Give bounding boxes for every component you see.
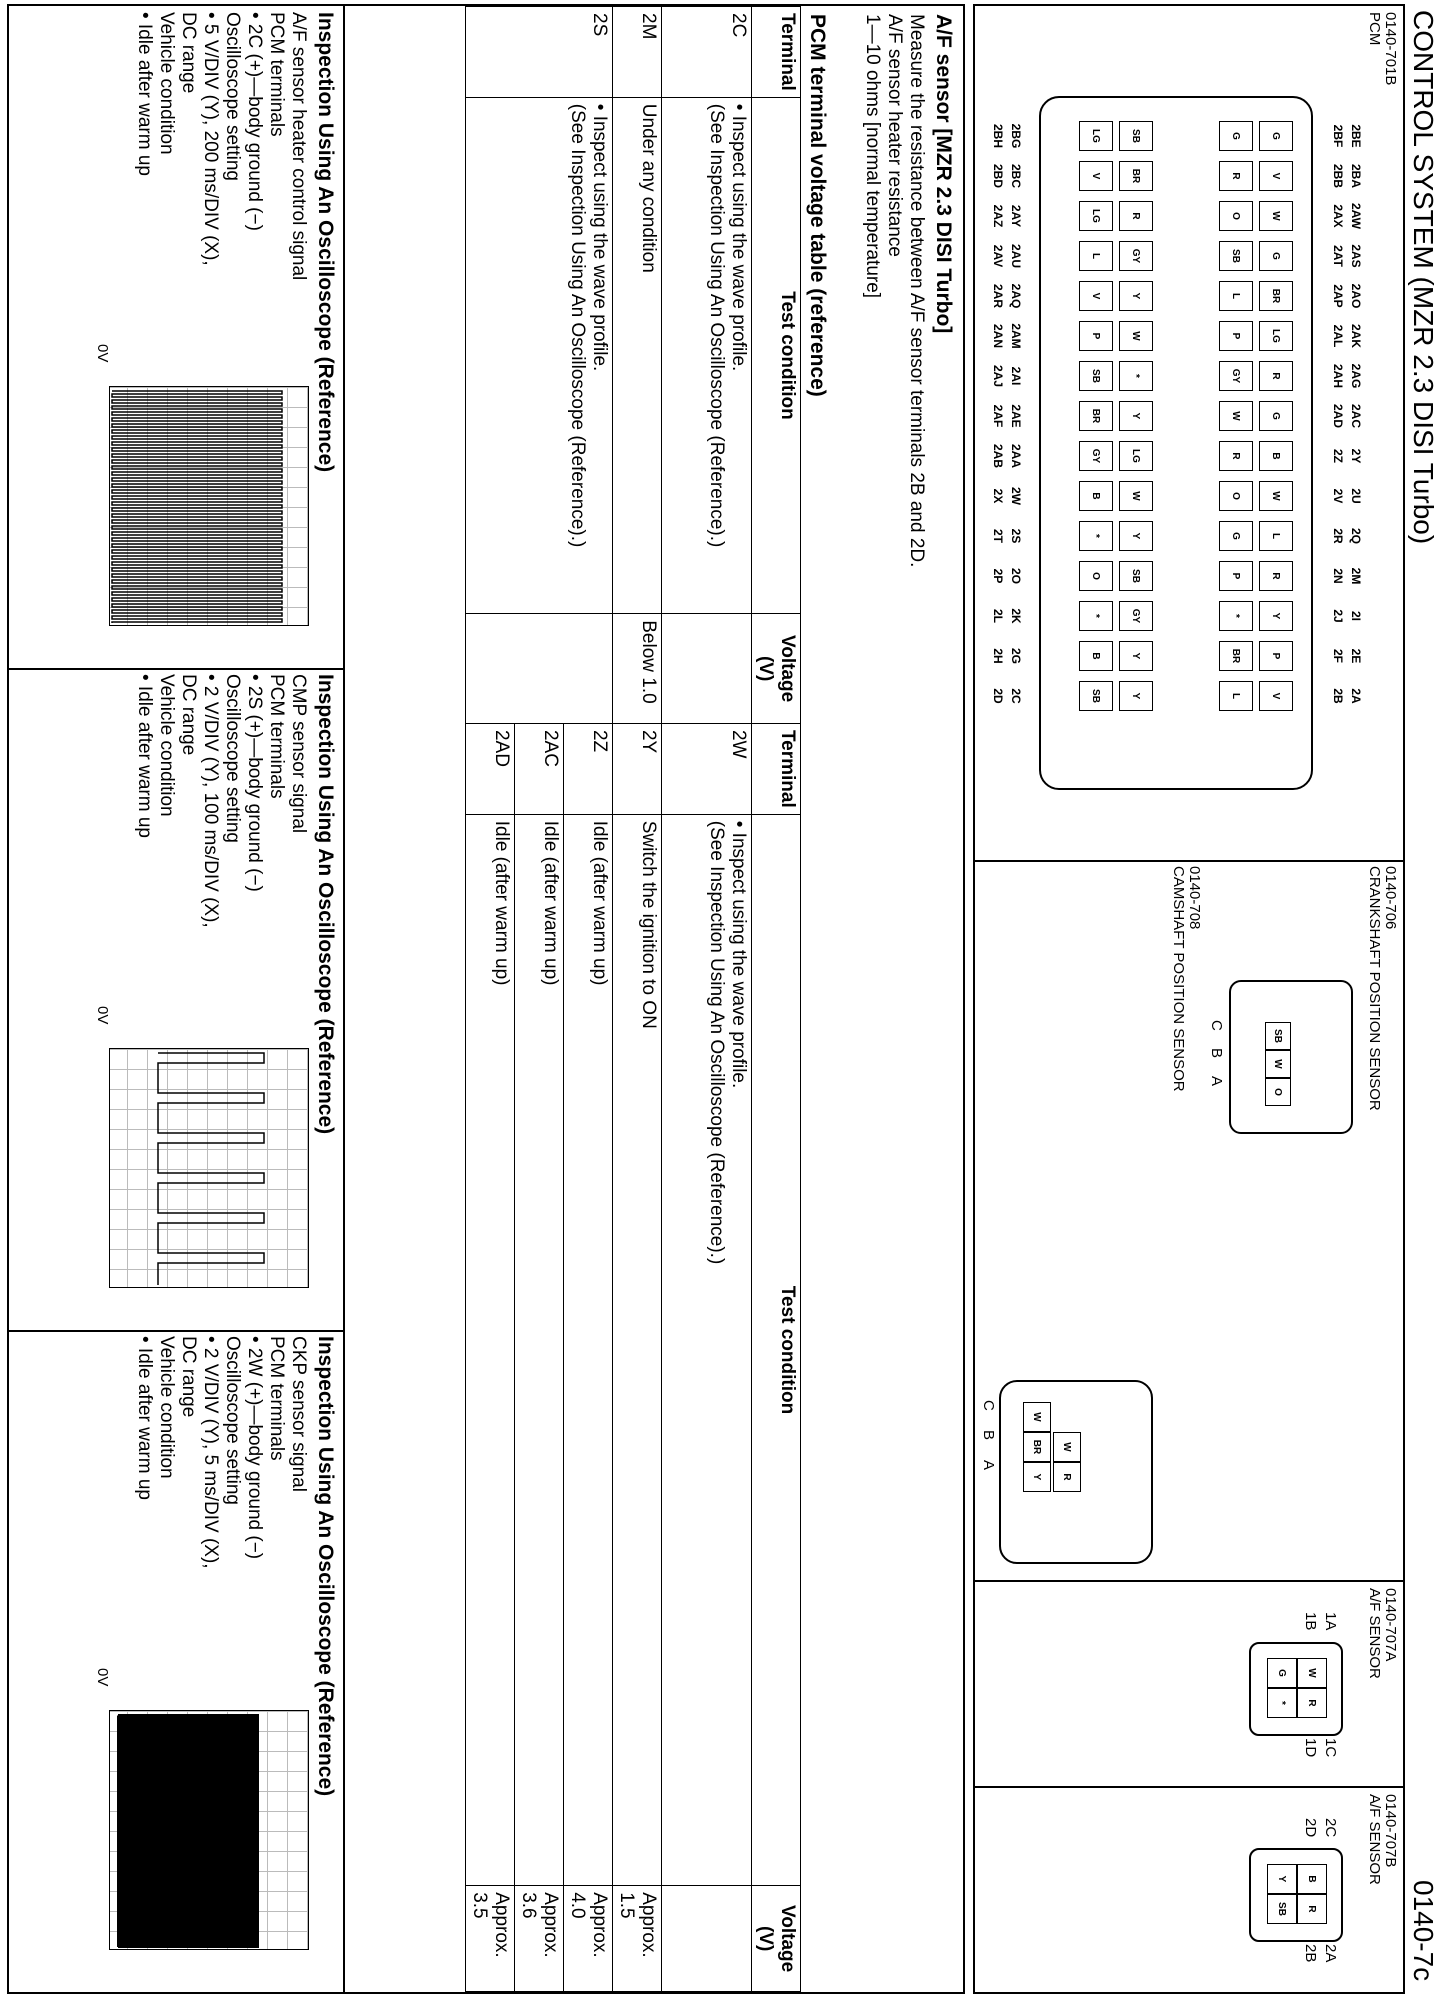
scope-line: DC range (178, 674, 199, 756)
pcm-wire-color: R (1259, 361, 1293, 391)
pcm-pin-label: 2M (1349, 567, 1363, 585)
scope-line: PCM terminals (266, 674, 287, 799)
page-title: CONTROL SYSTEM (MZR 2.3 DISI Turbo) (1408, 10, 1439, 545)
ckp-pin-c: C (1208, 1020, 1225, 1031)
cond-line: • Inspect using the wave profile. (728, 103, 749, 372)
pcm-wire-color: BR (1119, 161, 1153, 191)
pcm-pin-label: 2Q (1349, 527, 1363, 544)
cell-terminal: 2AC (515, 723, 564, 814)
pcm-pin-label: 2O (1009, 567, 1023, 584)
pcm-wire-color: W (1259, 481, 1293, 511)
pcm-wire-color: V (1259, 161, 1293, 191)
waveform-trace (112, 391, 282, 623)
pcm-wire-color: BR (1219, 641, 1253, 671)
pcm-pin-label: 2AY (1009, 204, 1023, 228)
scope-line: CKP sensor signal (288, 1336, 309, 1492)
pcm-pin-label: 2L (991, 608, 1005, 623)
pcm-wire-color: R (1119, 201, 1153, 231)
scope-zero-label: 0V (94, 1006, 111, 1025)
pcm-pin-label: 2N (1331, 568, 1345, 584)
pcm-wire-color: V (1079, 281, 1113, 311)
af-b-wire: Y (1267, 1864, 1297, 1894)
ckp-wire: O (1265, 1078, 1291, 1106)
scope-zero-label: 0V (94, 344, 111, 363)
ckp-pin-a: A (1208, 1076, 1225, 1087)
pcm-wire-color: G (1219, 121, 1253, 151)
af-b-pin: 2B (1302, 1944, 1319, 1963)
pcm-wire-color: O (1219, 481, 1253, 511)
cell-terminal: 2S (466, 7, 613, 98)
cell-terminal: 2AD (466, 723, 515, 814)
pcm-wire-color: LG (1079, 121, 1113, 151)
pcm-wire-color: GY (1119, 601, 1153, 631)
pcm-wire-color: G (1219, 521, 1253, 551)
cmp-connector-icon (999, 1380, 1153, 1564)
pcm-wire-color: Y (1259, 601, 1293, 631)
cond-line: (See Inspection Using An Oscilloscope (Reference).) (567, 103, 588, 548)
pcm-pin-label: 2AQ (1009, 283, 1023, 309)
pcm-pin-label: 2F (1331, 648, 1345, 663)
th-condition: Test condition (752, 814, 801, 1885)
pcm-pin-label: 2AH (1331, 363, 1345, 388)
af-a-wire: W (1297, 1658, 1327, 1688)
af-b-wire: B (1297, 1864, 1327, 1894)
pcm-pin-label: 2BG (1009, 123, 1023, 149)
cell-terminal: 2Z (564, 723, 613, 814)
af-b-id: 0140-707B (1382, 1794, 1399, 1868)
pcm-pin-label: 2AU (1009, 243, 1023, 268)
pcm-pin-label: 2AI (1009, 366, 1023, 386)
pcm-pin-label: 2AE (1009, 404, 1023, 428)
ckp-wire: SB (1265, 1022, 1291, 1050)
scope-screen (109, 1048, 309, 1288)
pcm-wire-color: O (1079, 561, 1113, 591)
af-a-wire: G (1267, 1658, 1297, 1688)
scope-line: • Idle after warm up (134, 674, 155, 838)
pcm-wire-color: GY (1119, 241, 1153, 271)
pcm-wire-color: SB (1079, 361, 1113, 391)
pcm-pin-label: 2BE (1349, 124, 1363, 148)
pcm-wire-color: W (1119, 321, 1153, 351)
pcm-pin-label: 2AP (1331, 284, 1345, 308)
scope-line: Vehicle condition (156, 1336, 177, 1479)
th-voltage: Voltage (V) (752, 614, 801, 724)
cell-voltage: Approx. 3.6 (515, 1886, 564, 1992)
pcm-pin-label: 2C (1009, 688, 1023, 704)
waveform-trace (118, 1715, 258, 1947)
af-b-connector-icon (1249, 1848, 1343, 1942)
pcm-pin-label: 2AK (1349, 323, 1363, 348)
af-a-pin: 1D (1302, 1738, 1319, 1758)
cell-voltage: Approx. 1.5 (613, 1886, 662, 1992)
scope-line: Vehicle condition (156, 12, 177, 155)
ckp-id: 0140-706 (1382, 866, 1399, 930)
pcm-wire-color: * (1119, 361, 1153, 391)
pcm-wire-color: B (1259, 441, 1293, 471)
pcm-pin-label: 2X (991, 488, 1005, 504)
pcm-wire-color: SB (1119, 121, 1153, 151)
waveform-trace (158, 1053, 264, 1285)
cell-terminal: 2M (613, 7, 662, 98)
cmp-wire: BR (1023, 1432, 1051, 1462)
cmp-pin-c: C (980, 1400, 997, 1411)
ckp-connector-icon (1229, 980, 1353, 1134)
scope-line: • 2 V/DIV (Y), 5 ms/DIV (X), (200, 1336, 221, 1569)
cell-condition: Under any condition (613, 97, 662, 613)
scope-line: • 5 V/DIV (Y), 200 ms/DIV (X), (200, 12, 221, 266)
af-b-pin: 2C (1322, 1818, 1339, 1838)
pcm-pin-label: 2T (991, 528, 1005, 543)
pcm-pin-label: 2AW (1349, 202, 1363, 229)
cell-voltage: Approx. 3.5 (466, 1886, 515, 1992)
pcm-pin-label: 2AR (991, 283, 1005, 308)
pcm-wire-color: LG (1119, 441, 1153, 471)
pcm-wire-color: Y (1119, 281, 1153, 311)
scope-title: Inspection Using An Oscilloscope (Reference) (314, 12, 337, 473)
pcm-pin-label: 2Z (1331, 448, 1345, 463)
cond-line: (See Inspection Using An Oscilloscope (Reference).) (706, 820, 727, 1265)
pcm-wire-color: GY (1219, 361, 1253, 391)
cell-terminal: 2C (662, 7, 752, 98)
pcm-wire-color: * (1219, 601, 1253, 631)
pcm-wire-color: O (1219, 201, 1253, 231)
pcm-wire-color: W (1259, 201, 1293, 231)
pcm-pin-label: 2AB (991, 443, 1005, 468)
pcm-pin-label: 2AT (1331, 245, 1345, 267)
scope-line: • Idle after warm up (134, 12, 155, 176)
th-voltage: Voltage (V) (752, 1886, 801, 1992)
ckp-cmp-box (975, 860, 1403, 1580)
pcm-wire-color: B (1079, 641, 1113, 671)
scope-line: PCM terminals (266, 1336, 287, 1461)
cond-line: (See Inspection Using An Oscilloscope (Reference).) (706, 103, 727, 548)
pcm-wire-color: Y (1119, 401, 1153, 431)
af-line-1: Measure the resistance between A/F sensor terminals 2B and 2D. (906, 14, 927, 568)
table-row (564, 7, 613, 1992)
pcm-wire-color: P (1219, 561, 1253, 591)
cell-condition: Switch the ignition to ON (613, 814, 662, 1885)
table-header-row (752, 7, 801, 1992)
af-b-pin: 2A (1322, 1944, 1339, 1963)
pcm-wire-color: W (1119, 481, 1153, 511)
pcm-pin-label: 2AX (1331, 204, 1345, 228)
scope-line: • 2W (+)—body ground (−) (244, 1336, 265, 1560)
scope-line: A/F sensor heater control signal (288, 12, 309, 281)
cond-line: • Inspect using the wave profile. (589, 103, 610, 372)
af-a-connector-icon (1249, 1642, 1343, 1736)
cell-voltage: Below 1.0 (613, 614, 662, 724)
pcm-wire-color: BR (1079, 401, 1113, 431)
pcm-wire-color: * (1079, 601, 1113, 631)
pcm-pin-label: 2BH (991, 123, 1005, 148)
cell-condition (662, 97, 752, 613)
cmp-id: 0140-708 (1186, 866, 1203, 930)
pcm-pin-label: 2AN (991, 323, 1005, 348)
pcm-wire-color: R (1219, 161, 1253, 191)
pcm-pin-label: 2AC (1349, 403, 1363, 428)
pcm-wire-color: SB (1219, 241, 1253, 271)
pcm-pin-label: 2AJ (991, 364, 1005, 387)
pcm-pin-label: 2AF (991, 404, 1005, 428)
scope-waveform (108, 1711, 308, 1951)
pcm-pin-label: 2B (1331, 688, 1345, 704)
af-sensor-a-box (975, 1580, 1403, 1788)
pcm-wire-color: SB (1079, 681, 1113, 711)
scope-zero-label: 0V (94, 1668, 111, 1687)
th-terminal: Terminal (752, 723, 801, 814)
af-a-label: A/F SENSOR (1366, 1588, 1383, 1679)
cell-voltage: Approx. 4.0 (564, 1886, 613, 1992)
scope-line: DC range (178, 12, 199, 94)
pcm-pin-label: 2I (1349, 610, 1363, 621)
pcm-pin-label: 2AD (1331, 403, 1345, 428)
pcm-wire-color: G (1259, 241, 1293, 271)
th-condition: Test condition (752, 97, 801, 613)
scope-line: Oscilloscope setting (222, 1336, 243, 1505)
th-terminal: Terminal (752, 7, 801, 98)
scope-screen (109, 386, 309, 626)
af-line-2: A/F sensor heater resistance (884, 14, 905, 257)
cell-terminal: 2Y (613, 723, 662, 814)
cell-voltage (662, 1886, 752, 1992)
ckp-wire: W (1265, 1050, 1291, 1078)
scope-panel-cmp (7, 668, 343, 1332)
pcm-wire-color: L (1259, 521, 1293, 551)
scope-waveform (108, 387, 308, 627)
af-b-wire: SB (1267, 1894, 1297, 1924)
pcm-wire-color: G (1259, 401, 1293, 431)
scope-row (7, 6, 345, 1992)
cmp-wire: Y (1023, 1462, 1051, 1492)
af-a-pin: 1C (1322, 1738, 1339, 1758)
pcm-pin-label: 2K (1009, 608, 1023, 624)
table-row (662, 7, 752, 1992)
af-b-pin: 2D (1302, 1818, 1319, 1838)
pcm-connector-id: 0140-701B (1382, 12, 1399, 86)
pcm-pin-label: 2P (991, 568, 1005, 584)
pcm-pin-label: 2D (991, 688, 1005, 704)
pcm-wire-color: V (1079, 161, 1113, 191)
pcm-wire-color: LG (1259, 321, 1293, 351)
ckp-pin-b: B (1208, 1048, 1225, 1059)
pcm-wire-color: R (1219, 441, 1253, 471)
pcm-pin-label: 2BC (1009, 163, 1023, 188)
cell-condition: Idle (after warm up) (564, 814, 613, 1885)
ckp-label: CRANKSHAFT POSITION SENSOR (1366, 866, 1383, 1111)
pcm-pin-label: 2BB (1331, 163, 1345, 188)
connector-panel (973, 4, 1405, 1994)
pcm-wire-color: P (1219, 321, 1253, 351)
pcm-wire-color: Y (1119, 681, 1153, 711)
cmp-pin-a: A (980, 1460, 997, 1471)
pcm-pin-label: 2S (1009, 528, 1023, 544)
scope-line: Vehicle condition (156, 674, 177, 817)
cell-voltage (466, 614, 613, 724)
pcm-wire-color: * (1079, 521, 1113, 551)
pcm-pin-label: 2E (1349, 648, 1363, 664)
cell-condition (466, 97, 613, 613)
pcm-wire-color: P (1259, 641, 1293, 671)
af-a-wire: * (1267, 1688, 1297, 1718)
pcm-connector-label: PCM (1366, 12, 1383, 46)
cell-voltage (662, 614, 752, 724)
pcm-wire-color: P (1079, 321, 1113, 351)
scope-line: DC range (178, 1336, 199, 1418)
scope-title: Inspection Using An Oscilloscope (Reference) (314, 674, 337, 1135)
pcm-connector-box (975, 6, 1403, 862)
pcm-wire-color: LG (1079, 201, 1113, 231)
pcm-pin-label: 2G (1009, 647, 1023, 664)
pcm-wire-color: G (1259, 121, 1293, 151)
pcm-pin-label: 2AG (1349, 363, 1363, 389)
pcm-wire-color: R (1259, 561, 1293, 591)
scope-screen (109, 1710, 309, 1950)
pcm-pin-label: 2U (1349, 488, 1363, 504)
scope-panel-ckp (7, 1330, 343, 1992)
pcm-pin-label: 2R (1331, 528, 1345, 544)
scope-line: Oscilloscope setting (222, 12, 243, 181)
cmp-pin-b: B (980, 1430, 997, 1441)
pcm-pin-label: 2W (1009, 487, 1023, 505)
af-section-title: A/F sensor [MZR 2.3 DISI Turbo] (932, 14, 955, 334)
pcm-pin-label: 2BA (1349, 163, 1363, 188)
pcm-pin-label: 2AV (991, 244, 1005, 268)
scope-line: Oscilloscope setting (222, 674, 243, 843)
cell-terminal: 2W (662, 723, 752, 814)
cond-line: • Inspect using the wave profile. (728, 820, 749, 1089)
pcm-wire-color: B (1079, 481, 1113, 511)
af-sensor-b-box (975, 1786, 1403, 1994)
pcm-wire-color: Y (1119, 521, 1153, 551)
pcm-pin-label: 2AA (1009, 443, 1023, 468)
pcm-wire-color: L (1079, 241, 1113, 271)
pcm-pin-label: 2AZ (991, 204, 1005, 228)
af-b-wire: R (1297, 1894, 1327, 1924)
pcm-pin-label: 2AS (1349, 244, 1363, 268)
pcm-pin-label: 2AL (1331, 324, 1345, 348)
lower-panel (7, 4, 965, 1994)
cmp-wire: W (1023, 1402, 1051, 1432)
page-code: 0140-7c (1408, 1880, 1439, 1982)
cell-condition: Idle (after warm up) (515, 814, 564, 1885)
pcm-wire-color: BR (1259, 281, 1293, 311)
pcm-wire-color: GY (1079, 441, 1113, 471)
cmp-wire: R (1053, 1462, 1081, 1492)
scope-line: • 2 V/DIV (Y), 100 ms/DIV (X), (200, 674, 221, 928)
scope-line: • 2C (+)—body ground (−) (244, 12, 265, 231)
pcm-pin-label: 2AO (1349, 283, 1363, 309)
cmp-label: CAMSHAFT POSITION SENSOR (1170, 866, 1187, 1092)
scope-line: PCM terminals (266, 12, 287, 137)
pcm-pin-label: 2Y (1349, 448, 1363, 464)
af-a-pin: 1B (1302, 1612, 1319, 1631)
af-a-pin: 1A (1322, 1612, 1339, 1631)
af-line-3: 1—10 ohms [normal temperature] (862, 14, 883, 299)
cell-condition (662, 814, 752, 1885)
pcm-pin-label: 2AM (1009, 323, 1023, 349)
pcm-pin-label: 2J (1331, 609, 1345, 623)
table-row (613, 7, 662, 1992)
table-title: PCM terminal voltage table (reference) (806, 14, 829, 397)
pcm-wire-color: SB (1119, 561, 1153, 591)
af-b-label: A/F SENSOR (1366, 1794, 1383, 1885)
scope-line: • 2S (+)—body ground (−) (244, 674, 265, 892)
pcm-wire-color: L (1219, 681, 1253, 711)
pcm-pin-label: 2BF (1331, 124, 1345, 148)
af-a-wire: R (1297, 1688, 1327, 1718)
pcm-wire-color: V (1259, 681, 1293, 711)
scope-line: CMP sensor signal (288, 674, 309, 834)
pcm-wire-color: L (1219, 281, 1253, 311)
scope-panel-af-heater (7, 6, 343, 670)
af-a-id: 0140-707A (1382, 1588, 1399, 1662)
pcm-wire-color: W (1219, 401, 1253, 431)
scope-line: • Idle after warm up (134, 1336, 155, 1500)
pcm-wire-color: Y (1119, 641, 1153, 671)
pcm-pin-label: 2BD (991, 163, 1005, 188)
pcm-pin-label: 2H (991, 648, 1005, 664)
pcm-pin-label: 2A (1349, 688, 1363, 704)
scope-title: Inspection Using An Oscilloscope (Reference) (314, 1336, 337, 1797)
cell-condition: Idle (after warm up) (466, 814, 515, 1885)
cmp-wire: W (1053, 1432, 1081, 1462)
voltage-table (465, 6, 801, 1992)
scope-waveform (108, 1049, 308, 1289)
pcm-pin-label: 2V (1331, 488, 1345, 504)
